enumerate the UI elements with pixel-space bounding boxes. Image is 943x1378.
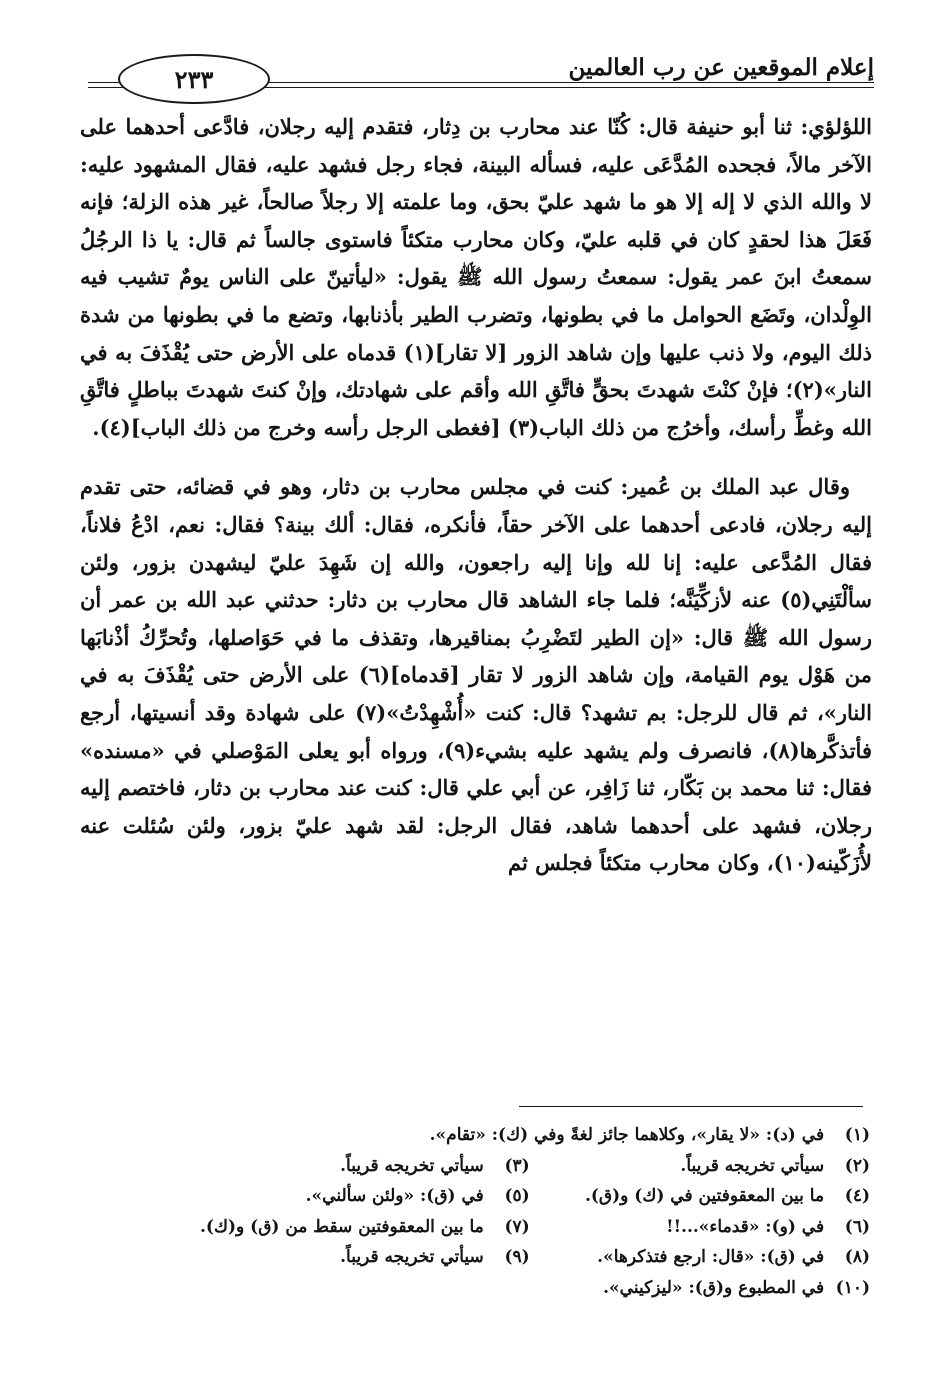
footnote-number: (٢) [844,1155,870,1176]
footnote-text: في المطبوع و(ق): «ليزكيني». [603,1277,825,1298]
footnote-text: ما بين المعقوفتين سقط من (ق) و(ك). [200,1216,484,1237]
footnote-number: (٥) [504,1186,530,1206]
footnote-number: (٣) [504,1155,530,1176]
footnote [560,1151,870,1182]
footnote [200,1212,530,1243]
main-text [80,108,872,882]
footnote-text: في (ق): «ولئن سألني». [305,1186,484,1206]
footnotes [200,1120,870,1303]
footnote [560,1181,870,1212]
footnote [200,1151,530,1182]
footnote [560,1212,870,1243]
footnote-separator [519,1106,863,1107]
footnote-number: (٤) [844,1186,870,1206]
footnote [200,1242,530,1273]
footnote [200,1120,870,1151]
footnote-number: (٨) [844,1247,870,1267]
footnote-text: سيأتي تخريجه قريباً. [340,1155,484,1176]
footnote [200,1181,530,1212]
book-title: إعلام الموقعين عن رب العالمين [568,54,874,81]
footnote-text: سيأتي تخريجه قريباً. [680,1155,825,1176]
paragraph: اللؤلؤي: ثنا أبو حنيفة قال: كُنّا عند محارب بن دِثار، فتقدم إليه رجلان، فادَّعى أحدهما على الآخر مالاً، فجحده المُدَّعَى عليه، فسأله البينة، فجاء رجل فشهد عليه، فقال المشهود عليه: لا والله الذي لا إله إلا هو ما شهد عليّ بحق، وما علمته إلا رجلاً صالحاً، غير هذه الزلة؛ فإنه فَعَلَ هذا لحقدٍ كان في قلبه عليّ، وكان محارب متكئاً فاستوى جالساً ثم قال: يا ذا الرجُلُ سمعتُ ابنَ عمر يقول: سمعتُ رسول الله ﷺ يقول: «ليأتينّ على الناس يومٌ تشيب فيه الوِلْدان، وتَضَع الحوامل ما في بطونها، وتضرب الطير بأذنابها، وتضع ما في بطونها من شدة ذلك اليوم، ولا ذنب عليها وإن شاهد الزور [لا تقار](١) قدماه على الأرض حتى يُقْذَفَ به في النار»(٢)؛ فإنْ كنْتَ شهدتَ بحقٍّ فاتَّقِ الله وأقم على شهادتك، وإنْ كنتَ شهدتَ بباطلٍ فاتَّقِ الله وغطِّ رأسك، وأخرُج من ذلك الباب(٣) [فغطى الرجل رأسه وخرج من ذلك الباب](٤). [80,114,872,440]
footnote-number: (٦) [844,1216,870,1237]
footnote [560,1242,870,1273]
footnote-text: سيأتي تخريجه قريباً. [340,1247,484,1267]
footnote [200,1273,870,1304]
running-header [88,38,874,96]
footnote-text: في (ق): «قال: ارجع فتذكرها». [597,1247,825,1267]
footnote-number: (١٠) [835,1277,870,1298]
footnote-number: (١) [844,1125,870,1145]
footnote-number: (٩) [504,1247,530,1267]
footnote-text: في (د): «لا يقار»، وكلاهما جائز لغةً وفي (ك): «تقام». [429,1125,825,1145]
footnote-text: في (و): «قدماء»...!! [666,1216,825,1237]
footnote-number: (٧) [504,1216,530,1237]
paragraph: وقال عبد الملك بن عُمير: كنت في مجلس محارب بن دثار، وهو في قضائه، حتى تقدم إليه رجلان، فادعى أحدهما على الآخر حقاً، فأنكره، فقال: ألك بينة؟ فقال: نعم، ادْعُ فلاناً، فقال المُدَّعى عليه: إنا لله وإنا إليه راجعون، والله إن شَهِدَ عليّ ليشهدن بزور، ولئن سألْتَنِي(٥) عنه لأزكِّيَنَّه؛ فلما جاء الشاهد قال محارب بن دثار: حدثني عبد الله بن عمر أن رسول الله ﷺ قال: «إن الطير لتَضْرِبُ بمناقيرها، وتقذف ما في حَوَاصلها، وتُحرِّكُ أذْنابَها من هَوْل يوم القيامة، وإن شاهد الزور لا تقار [قدماه](٦) على الأرض حتى يُقْذَفَ به في النار»، ثم قال للرجل: بم تشهد؟ قال: كنت «أُشْهِدْتُ»(٧) على شهادة وقد أنسيتها، أرجع فأتذكَّرها(٨)، فانصرف ولم يشهد عليه بشيء(٩)، ورواه أبو يعلى المَوْصلي في «مسنده» فقال: ثنا محمد بن بَكّار، ثنا زَافِر، عن أبي علي قال: كنت عند محارب بن دثار، فاختصم إليه رجلان، فشهد على أحدهما شاهد، فقال الرجل: لقد شهد عليّ بزور، ولئن سُئلت عنه لأُزَكّينه(١٠)، وكان محارب متكئاً فجلس ثم [80,474,872,876]
footnote-text: ما بين المعقوفتين في (ك) و(ق). [584,1186,825,1206]
page-number: ٢٣٣ [118,54,270,104]
